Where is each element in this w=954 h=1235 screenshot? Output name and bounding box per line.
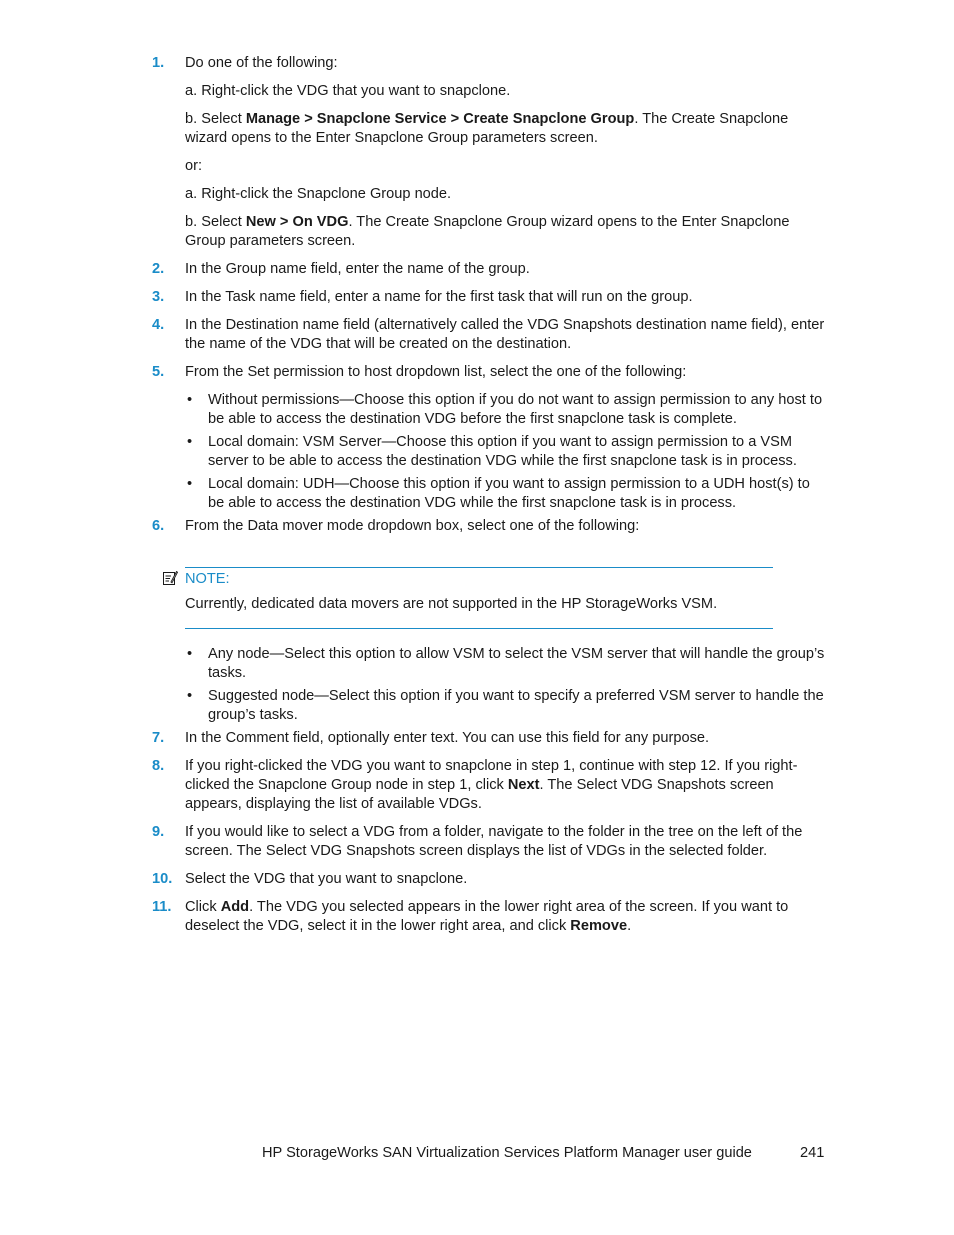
step-number: 11. (152, 899, 172, 915)
bullet-dot: • (187, 688, 193, 704)
substep-text: b. Select New > On VDG. The Create Snapclone Group wizard opens to the Enter Snapclone Group parameters screen. (185, 214, 790, 249)
bullet-dot: • (187, 434, 193, 450)
bullet-text: Local domain: VSM Server—Choose this option if you want to assign permission to a VSM server to be able to access the destination VDG while the first snapclone task is in process. (208, 434, 797, 469)
step-text: Select the VDG that you want to snapclone. (185, 871, 468, 887)
step-number: 7. (152, 730, 165, 746)
step-text: In the Comment field, optionally enter text. You can use this field for any purpose. (185, 730, 710, 746)
footer-title: HP StorageWorks SAN Virtualization Services Platform Manager user guide (262, 1145, 752, 1161)
step-number: 1. (152, 55, 165, 71)
substep-text: a. Right-click the VDG that you want to snapclone. (185, 83, 511, 99)
step-text: If you right-clicked the VDG you want to snapclone in step 1, continue with step 12. If you right-clicked the Snapclone Group node in step 1, click Next. The Select VDG Snapshots screen appears, displaying the list of available VDGs. (185, 758, 798, 812)
note-label: NOTE: (185, 571, 230, 587)
menu-path: Manage > Snapclone Service > Create Snapclone Group (245, 111, 635, 127)
button-name: Next (507, 777, 540, 793)
bullet-dot: • (187, 646, 193, 662)
substep-text: or: (185, 158, 203, 174)
step-number: 3. (152, 289, 165, 305)
menu-path: New > On VDG (245, 214, 349, 230)
bullet-text: Without permissions—Choose this option if you do not want to assign permission to any host to be able to access the destination VDG before the first snapclone task is complete. (208, 392, 823, 427)
note-top-rule (185, 567, 773, 568)
step-number: 4. (152, 317, 165, 333)
button-name: Remove (570, 918, 628, 934)
substep-text: a. Right-click the Snapclone Group node. (185, 186, 452, 202)
step-text: In the Destination name field (alternatively called the VDG Snapshots destination name field), enter the name of the VDG that will be created on the destination. (185, 317, 825, 352)
bullet-dot: • (187, 392, 193, 408)
page-number: 241 (800, 1145, 825, 1161)
button-name: Add (220, 899, 250, 915)
step-number: 9. (152, 824, 165, 840)
step-text: Do one of the following: (185, 55, 338, 71)
step-number: 6. (152, 518, 165, 534)
step-text: In the Group name field, enter the name of the group. (185, 261, 530, 277)
step-number: 2. (152, 261, 165, 277)
bullet-text: Any node—Select this option to allow VSM to select the VSM server that will handle the group’s tasks. (208, 646, 825, 681)
step-number: 5. (152, 364, 165, 380)
bullet-text: Suggested node—Select this option if you want to specify a preferred VSM server to handle the group’s tasks. (208, 688, 824, 723)
step-text: In the Task name field, enter a name for the first task that will run on the group. (185, 289, 693, 305)
step-number: 8. (152, 758, 165, 774)
step-text: Click Add. The VDG you selected appears in the lower right area of the screen. If you want to deselect the VDG, select it in the lower right area, and click Remove. (185, 899, 789, 934)
step-text: From the Data mover mode dropdown box, select one of the following: (185, 518, 640, 534)
step-number: 10. (152, 871, 173, 887)
step-text: If you would like to select a VDG from a folder, navigate to the folder in the tree on the left of the screen. The Select VDG Snapshots screen displays the list of VDGs in the selected folder. (185, 824, 803, 859)
bullet-text: Local domain: UDH—Choose this option if you want to assign permission to a UDH host(s) to be able to access the destination VDG while the first snapclone task is in process. (208, 476, 810, 511)
note-icon (162, 570, 178, 586)
step-text: From the Set permission to host dropdown list, select the one of the following: (185, 364, 687, 380)
substep-text: b. Select Manage > Snapclone Service > Create Snapclone Group. The Create Snapclone wizard opens to the Enter Snapclone Group parameters screen. (185, 111, 789, 146)
bullet-dot: • (187, 476, 193, 492)
note-text: Currently, dedicated data movers are not supported in the HP StorageWorks VSM. (185, 596, 718, 612)
note-bottom-rule (185, 628, 773, 629)
